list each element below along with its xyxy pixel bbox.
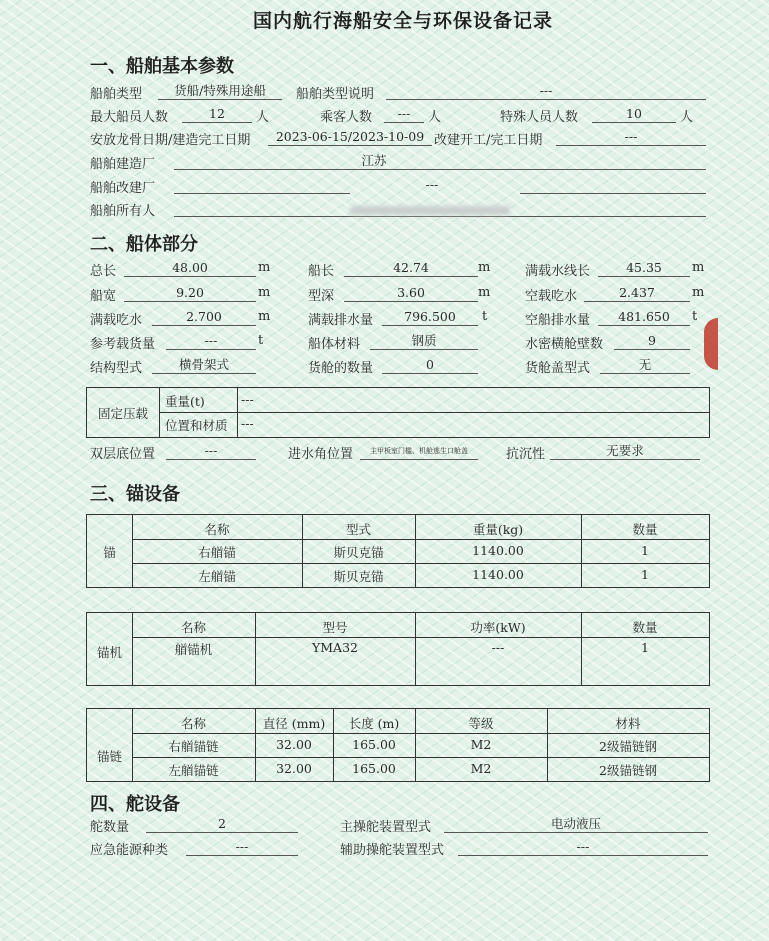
chain-header-length: 长度 (m) <box>348 716 400 731</box>
breadth-label: 船宽 <box>90 289 117 304</box>
chain-row-2-grade: M2 <box>470 761 492 776</box>
loa-unit: m <box>258 260 271 275</box>
material-value: 钢质 <box>370 333 478 350</box>
lbp-label: 船长 <box>308 264 335 279</box>
depth-value: 3.60 <box>344 285 478 302</box>
section-3-heading: 三、锚设备 <box>90 484 180 505</box>
dwt-value: --- <box>166 333 256 350</box>
double-bottom-label: 双层底位置 <box>90 447 156 462</box>
anchor-header-qty: 数量 <box>632 522 658 537</box>
full-disp-label: 满载排水量 <box>308 313 374 328</box>
light-draft-value: 2.437 <box>584 285 690 302</box>
hatch-label: 货舱盖型式 <box>525 361 591 376</box>
lwl-value: 45.35 <box>598 260 690 277</box>
full-disp-unit: t <box>482 309 488 324</box>
lwl-unit: m <box>692 260 705 275</box>
breadth-unit: m <box>258 285 271 300</box>
dwt-label: 参考载货量 <box>90 337 156 352</box>
ship-type-desc-value: --- <box>386 83 706 100</box>
ballast-weight-value: --- <box>241 392 254 407</box>
ballast-pos-label: 位置和材质 <box>165 418 228 433</box>
max-crew-value: 12 <box>182 106 252 123</box>
main-steering-value: 电动液压 <box>444 816 708 833</box>
anchor-row-2-type: 斯贝克锚 <box>333 569 384 584</box>
chain-header-diameter: 直径 (mm) <box>262 716 326 731</box>
depth-unit: m <box>478 285 491 300</box>
ballast-table <box>86 387 710 438</box>
windlass-row-1-model: YMA32 <box>312 640 358 655</box>
bulkheads-label: 水密横舱壁数 <box>525 337 604 352</box>
light-draft-unit: m <box>692 285 705 300</box>
dwt-unit: t <box>258 333 264 348</box>
main-steering-label: 主操舵装置型式 <box>340 820 432 835</box>
lbp-value: 42.74 <box>344 260 478 277</box>
passengers-unit: 人 <box>428 110 442 125</box>
chain-group-label: 锚链 <box>96 749 122 764</box>
chain-table <box>86 708 710 782</box>
windlass-header-model: 型号 <box>322 620 348 635</box>
page-title: 国内航行海船安全与环保设备记录 <box>253 10 554 32</box>
rudder-count-label: 舵数量 <box>90 820 130 835</box>
max-crew-label: 最大船员人数 <box>90 110 169 125</box>
structure-label: 结构型式 <box>90 361 143 376</box>
builder-label: 船舶建造厂 <box>90 157 156 172</box>
light-disp-value: 481.650 <box>598 309 690 326</box>
rudder-count-value: 2 <box>146 816 298 833</box>
mod-label: 改建开工/完工日期 <box>434 133 543 148</box>
passengers-label: 乘客人数 <box>320 110 373 125</box>
depth-label: 型深 <box>308 289 335 304</box>
modifier-line-1 <box>174 177 350 194</box>
holds-value: 0 <box>382 357 478 374</box>
section-2-heading: 二、船体部分 <box>90 234 198 255</box>
windlass-group-label: 锚机 <box>96 645 122 660</box>
anchor-header-type: 型式 <box>345 522 371 537</box>
light-disp-unit: t <box>692 309 698 324</box>
holds-label: 货舱的数量 <box>308 361 374 376</box>
anchor-row-1-qty: 1 <box>641 543 649 558</box>
ballast-weight-label: 重量(t) <box>165 394 205 409</box>
chain-row-1-name: 右艏锚链 <box>168 739 219 754</box>
flood-label: 进水角位置 <box>288 447 354 462</box>
chain-row-2-name: 左艏锚链 <box>168 763 219 778</box>
red-stamp-edge <box>704 318 718 370</box>
structure-value: 横骨架式 <box>152 357 256 374</box>
ship-type-desc-label: 船舶类型说明 <box>296 87 375 102</box>
emergency-label: 应急能源种类 <box>90 843 169 858</box>
anchor-header-weight: 重量(kg) <box>472 522 524 537</box>
chain-header-name: 名称 <box>180 716 206 731</box>
anchor-row-2-qty: 1 <box>641 567 649 582</box>
chain-row-1-grade: M2 <box>470 737 492 752</box>
ballast-pos-value: --- <box>241 416 254 431</box>
light-disp-label: 空船排水量 <box>525 313 591 328</box>
anchor-table <box>86 514 710 588</box>
aux-steering-label: 辅助操舵装置型式 <box>340 843 445 858</box>
owner-label: 船舶所有人 <box>90 204 156 219</box>
ship-type-value: 货船/特殊用途船 <box>158 83 282 100</box>
special-label: 特殊人员人数 <box>500 110 579 125</box>
anchor-row-2-name: 左艏锚 <box>198 569 236 584</box>
ship-type-label: 船舶类型 <box>90 87 143 102</box>
loa-value: 48.00 <box>124 260 256 277</box>
section-4-heading: 四、舵设备 <box>90 794 180 815</box>
ballast-label: 固定压载 <box>97 406 148 421</box>
chain-row-1-length: 165.00 <box>352 737 396 752</box>
section-1-heading: 一、船舶基本参数 <box>90 56 234 77</box>
aux-steering-value: --- <box>458 839 708 856</box>
mod-value: --- <box>556 129 706 146</box>
passengers-value: --- <box>384 106 424 123</box>
modifier-value: --- <box>425 177 439 192</box>
double-bottom-value: --- <box>166 443 256 460</box>
chain-header-grade: 等级 <box>468 716 494 731</box>
special-value: 10 <box>592 106 676 123</box>
builder-value: 江苏 <box>174 153 574 170</box>
sinking-value: 无要求 <box>550 443 700 460</box>
windlass-row-1-qty: 1 <box>641 640 649 655</box>
chain-row-2-material: 2级锚链钢 <box>599 763 657 778</box>
loa-label: 总长 <box>90 264 117 279</box>
anchor-header-name: 名称 <box>204 522 230 537</box>
windlass-header-name: 名称 <box>180 620 206 635</box>
full-draft-label: 满载吃水 <box>90 313 143 328</box>
special-unit: 人 <box>680 110 694 125</box>
chain-row-1-diameter: 32.00 <box>276 737 312 752</box>
chain-row-2-diameter: 32.00 <box>276 761 312 776</box>
anchor-row-2-weight: 1140.00 <box>472 567 524 582</box>
anchor-group-label: 锚 <box>103 545 116 560</box>
modifier-line-2 <box>520 177 706 194</box>
lwl-label: 满载水线长 <box>525 264 591 279</box>
full-draft-value: 2.700 <box>152 309 256 326</box>
chain-header-material: 材料 <box>615 716 641 731</box>
full-draft-unit: m <box>258 309 271 324</box>
breadth-value: 9.20 <box>124 285 256 302</box>
max-crew-unit: 人 <box>256 110 270 125</box>
builder-extra-line <box>574 153 706 170</box>
windlass-header-power: 功率(kW) <box>470 620 526 635</box>
flood-value: 主甲板室门槛、机舱逃生口舱盖 <box>360 443 478 460</box>
keel-value: 2023-06-15/2023-10-09 <box>268 129 432 146</box>
full-disp-value: 796.500 <box>382 309 478 326</box>
anchor-row-1-name: 右艏锚 <box>198 545 236 560</box>
material-label: 船体材料 <box>308 337 361 352</box>
sinking-label: 抗沉性 <box>506 447 546 462</box>
windlass-row-1-name: 艏锚机 <box>174 642 213 657</box>
hatch-value: 无 <box>600 357 690 374</box>
light-draft-label: 空载吃水 <box>525 289 578 304</box>
windlass-table <box>86 612 710 686</box>
lbp-unit: m <box>478 260 491 275</box>
keel-label: 安放龙骨日期/建造完工日期 <box>90 133 251 148</box>
windlass-row-1-power: --- <box>491 640 505 655</box>
bulkheads-value: 9 <box>614 333 690 350</box>
owner-redacted <box>350 206 510 215</box>
modifier-label: 船舶改建厂 <box>90 181 156 196</box>
anchor-row-1-weight: 1140.00 <box>472 543 524 558</box>
emergency-value: --- <box>186 839 298 856</box>
windlass-header-qty: 数量 <box>632 620 658 635</box>
chain-row-2-length: 165.00 <box>352 761 396 776</box>
anchor-row-1-type: 斯贝克锚 <box>333 545 384 560</box>
chain-row-1-material: 2级锚链钢 <box>599 739 657 754</box>
